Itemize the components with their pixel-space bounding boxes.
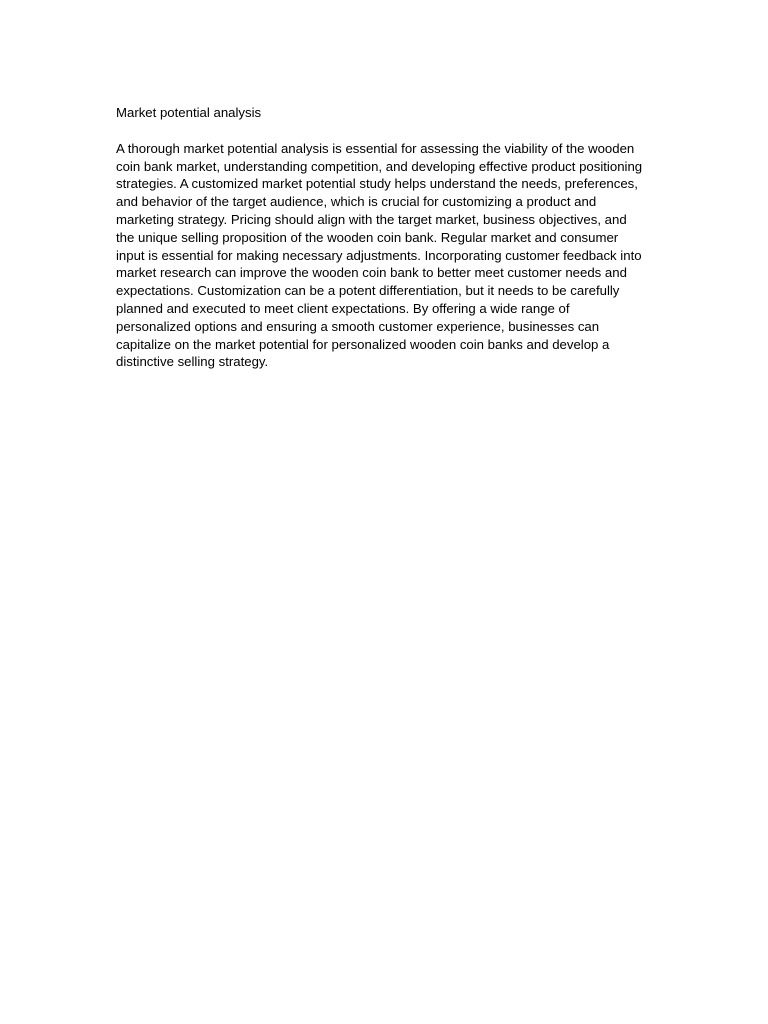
document-paragraph: A thorough market potential analysis is essential for assessing the viability of the wooden coin bank market, understanding competition, and developing effective product positioning strategies. A customized market potential study helps understand the needs, preferences, and behavior of the target audience, which is crucial for customizing a product and marketing strategy. Pricing should align with the target market, business objectives, and the unique selling proposition of the wooden coin bank. Regular market and consumer input is essential for making necessary adjustments. Incorporating customer feedback into market research can improve the wooden coin bank to better meet customer needs and expectations. Customization can be a potent differentiation, but it needs to be carefully planned and executed to meet client expectations. By offering a wide range of personalized options and ensuring a smooth customer experience, businesses can capitalize on the market potential for personalized wooden coin banks and develop a distinctive selling strategy. bbox=[116, 140, 643, 370]
document-title: Market potential analysis bbox=[116, 105, 262, 120]
document-content bbox=[116, 104, 646, 371]
